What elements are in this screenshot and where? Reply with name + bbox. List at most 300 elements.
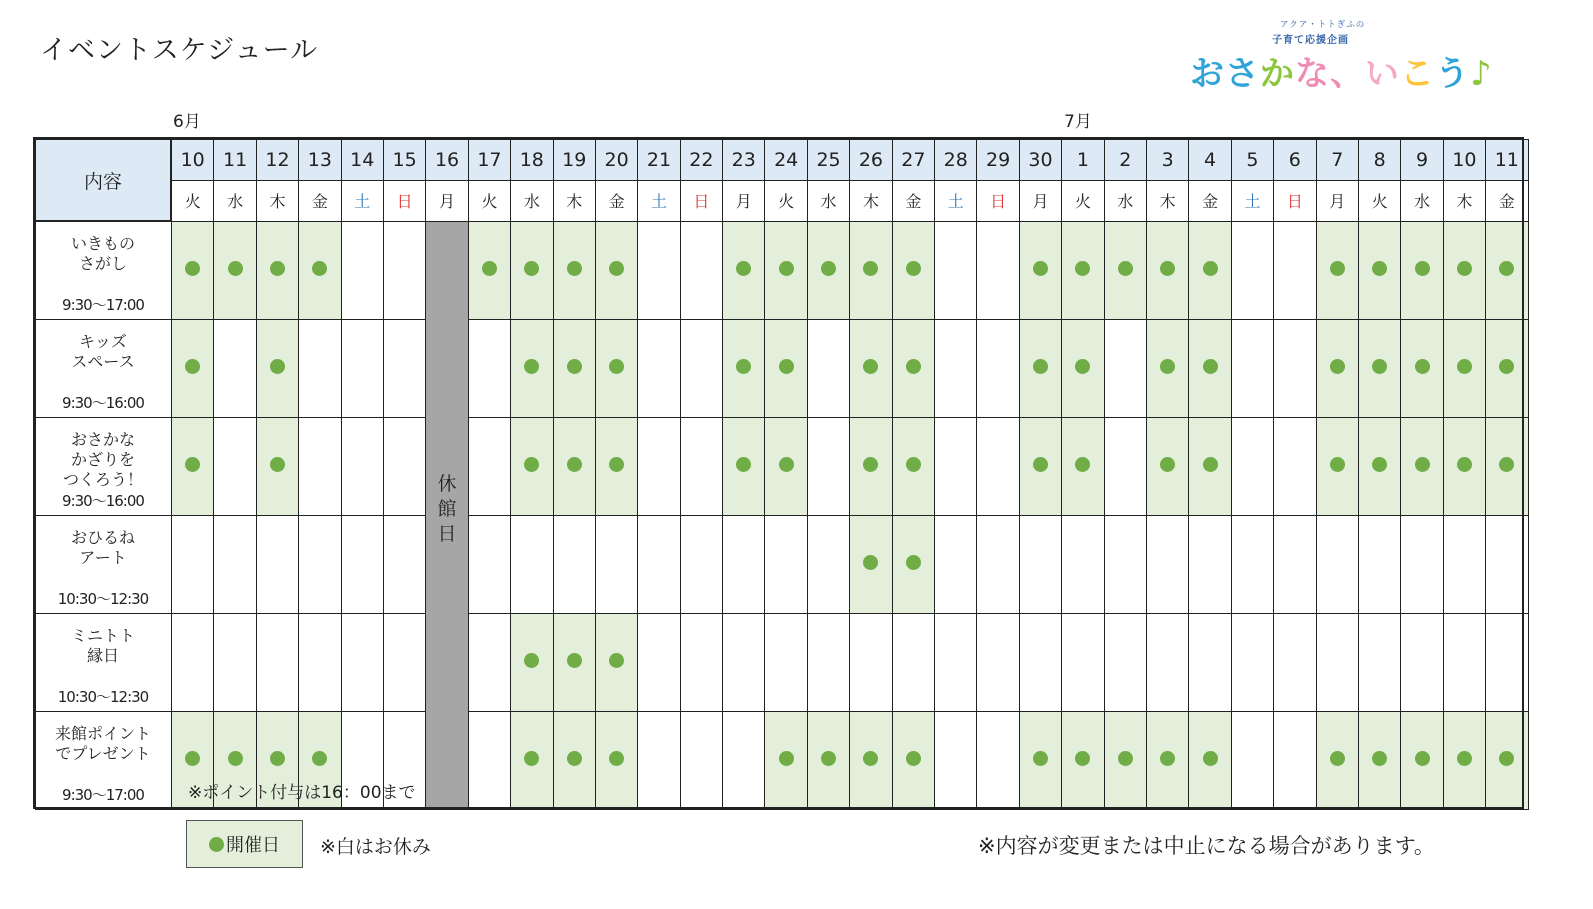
schedule-cell-rest [383,418,425,516]
schedule-cell-rest [468,320,510,418]
schedule-cell-open [1486,320,1528,418]
date-cell: 2 [1104,139,1146,180]
schedule-cell-open [1358,418,1400,516]
schedule-cell-open [595,221,637,320]
open-dot-icon [312,261,327,276]
open-dot-icon [821,751,836,766]
schedule-cell-open [595,614,637,712]
event-name-line: ミニトト [70,626,135,645]
schedule-cell-rest [935,712,977,810]
schedule-cell-open [1316,221,1358,320]
closed-day-char: 休 [437,473,457,495]
schedule-cell-open [892,320,934,418]
schedule-cell-open [1358,320,1400,418]
schedule-cell-open [1443,320,1485,418]
schedule-table [34,138,1529,810]
weekday-cell: 木 [850,180,892,221]
schedule-cell-open [1486,418,1528,516]
schedule-cell-open [256,221,298,320]
schedule-cell-open [807,221,849,320]
open-dot-icon [185,359,200,374]
date-cell: 5 [1231,139,1273,180]
weekday-cell: 火 [1062,180,1104,221]
weekday-cell: 水 [214,180,256,221]
date-cell: 22 [680,139,722,180]
event-time: 10:30～12:30 [57,590,149,608]
legend-label: 開催日 [226,835,280,856]
schedule-cell-rest [638,516,680,614]
schedule-cell-rest [1019,516,1061,614]
schedule-cell-open [214,221,256,320]
note-change: ※内容が変更または中止になる場合があります。 [978,834,1435,858]
open-dot-icon [185,261,200,276]
schedule-cell-open [1316,418,1358,516]
schedule-cell-open [850,320,892,418]
schedule-cell-open [1401,418,1443,516]
date-cell: 10 [171,139,214,180]
month-label-july: 7月 [1064,112,1092,132]
schedule-cell-open [1316,712,1358,810]
schedule-cell-rest [341,418,383,516]
open-dot-icon [228,261,243,276]
schedule-cell-rest [850,614,892,712]
schedule-cell-open [1062,320,1104,418]
schedule-cell-open [256,418,298,516]
schedule-cell-open [1062,221,1104,320]
date-cell: 29 [977,139,1019,180]
date-cell: 16 [426,139,468,180]
event-name [36,626,171,666]
event-row [35,614,1528,712]
open-dot-icon [524,751,539,766]
schedule-cell-rest [977,221,1019,320]
schedule-cell-rest [1189,516,1231,614]
schedule-cell-rest [935,418,977,516]
schedule-cell-open [1062,418,1104,516]
schedule-cell-open [723,418,765,516]
event-name-line: アート [79,548,127,567]
note-white-rest: ※白はお休み [320,836,431,858]
open-dot-icon [524,653,539,668]
schedule-cell-rest [680,516,722,614]
open-dot-icon [1203,457,1218,472]
schedule-cell-rest [935,516,977,614]
schedule-cell-open [595,712,637,810]
weekday-cell: 土 [341,180,383,221]
weekday-cell: 木 [553,180,595,221]
weekday-cell: 水 [1104,180,1146,221]
event-time: 9:30～16:00 [62,394,144,412]
schedule-cell-open [511,221,553,320]
event-name-line: おひるね [70,528,135,547]
schedule-cell-rest [299,516,341,614]
schedule-cell-rest [1062,516,1104,614]
schedule-cell-open [723,320,765,418]
open-dot-icon [482,261,497,276]
schedule-cell-open [595,418,637,516]
schedule-cell-open [511,614,553,712]
schedule-cell-open [1146,221,1188,320]
open-dot-icon [1372,457,1387,472]
weekday-cell: 月 [723,180,765,221]
open-dot-icon [1330,261,1345,276]
schedule-cell-open [1104,712,1146,810]
schedule-cell-rest [638,614,680,712]
weekday-cell: 日 [977,180,1019,221]
schedule-cell-rest [723,712,765,810]
open-dot-icon [1499,261,1514,276]
schedule-cell-rest [765,614,807,712]
weekday-cell: 水 [511,180,553,221]
schedule-cell-rest [256,516,298,614]
event-name-line: いきもの [70,234,135,253]
date-cell: 3 [1146,139,1188,180]
closed-day-char: 館 [437,498,457,520]
weekday-cell: 金 [892,180,934,221]
schedule-cell-open [723,221,765,320]
schedule-cell-rest [1358,516,1400,614]
schedule-cell-rest [1146,516,1188,614]
event-label-cell [35,221,171,320]
schedule-cell-rest [977,614,1019,712]
event-label-cell [35,614,171,712]
legend-dot-icon [209,837,224,852]
schedule-cell-rest [468,614,510,712]
event-time: 9:30～17:00 [62,786,144,804]
schedule-cell-open [468,221,510,320]
month-label-june: 6月 [173,112,201,132]
schedule-cell-open [511,320,553,418]
date-cell: 30 [1019,139,1061,180]
schedule-cell-open [1358,712,1400,810]
weekday-cell: 水 [1401,180,1443,221]
logo-char: ♪ [1470,54,1493,94]
date-cell: 21 [638,139,680,180]
open-dot-icon [185,457,200,472]
open-dot-icon [1203,261,1218,276]
logo-char: な [1295,54,1330,94]
open-dot-icon [1033,457,1048,472]
schedule-cell-open [553,614,595,712]
date-cell: 7 [1316,139,1358,180]
schedule-cell-open [1443,712,1485,810]
event-name [36,528,171,568]
schedule-cell-rest [1231,320,1273,418]
open-dot-icon [1330,751,1345,766]
date-cell: 26 [850,139,892,180]
date-cell: 11 [214,139,256,180]
schedule-cell-open [1019,221,1061,320]
schedule-cell-rest [935,614,977,712]
schedule-cell-rest [214,516,256,614]
open-dot-icon [524,359,539,374]
schedule-cell-rest [977,712,1019,810]
schedule-cell-rest [638,712,680,810]
weekday-cell: 土 [638,180,680,221]
open-dot-icon [863,457,878,472]
open-dot-icon [1160,359,1175,374]
schedule-cell-rest [171,614,214,712]
schedule-cell-rest [1146,614,1188,712]
schedule-cell-rest [299,418,341,516]
open-dot-icon [609,457,624,472]
logo-subtitle-1: アクア・トトぎふの [1280,20,1366,30]
schedule-cell-open [892,418,934,516]
schedule-cell-rest [723,516,765,614]
schedule-cell-open [892,712,934,810]
open-dot-icon [270,261,285,276]
weekday-cell: 金 [1486,180,1528,221]
event-name-line: つくろう！ [62,470,143,489]
schedule-cell-rest [468,712,510,810]
schedule-cell-open [1189,221,1231,320]
open-dot-icon [567,359,582,374]
open-dot-icon [1372,359,1387,374]
open-dot-icon [863,359,878,374]
schedule-cell-open [1146,712,1188,810]
schedule-cell-rest [977,320,1019,418]
open-dot-icon [1203,359,1218,374]
schedule-cell-rest [1443,516,1485,614]
open-dot-icon [779,261,794,276]
logo-char: 、 [1330,54,1365,94]
event-row [35,418,1528,516]
schedule-cell-rest [1189,614,1231,712]
event-row [35,221,1528,320]
event-name-line: キッズ [79,332,127,351]
schedule-cell-rest [807,516,849,614]
weekday-cell: 火 [468,180,510,221]
schedule-cell-rest [638,320,680,418]
weekday-cell: 木 [256,180,298,221]
schedule-cell-open [171,221,214,320]
date-cell: 24 [765,139,807,180]
schedule-cell-open [553,418,595,516]
open-dot-icon [1415,359,1430,374]
event-label-cell [35,320,171,418]
schedule-cell-rest [1316,614,1358,712]
schedule-cell-rest [638,221,680,320]
open-dot-icon [906,261,921,276]
open-dot-icon [567,457,582,472]
schedule-cell-rest [1358,614,1400,712]
open-dot-icon [779,457,794,472]
schedule-cell-rest [1443,614,1485,712]
open-dot-icon [1415,751,1430,766]
schedule-cell-rest [1062,614,1104,712]
open-dot-icon [1372,261,1387,276]
open-dot-icon [1499,457,1514,472]
open-dot-icon [821,261,836,276]
open-dot-icon [1330,457,1345,472]
schedule-cell-rest [341,320,383,418]
schedule-cell-rest [1486,614,1528,712]
schedule-cell-open [765,320,807,418]
open-dot-icon [609,653,624,668]
schedule-cell-open [1146,320,1188,418]
open-dot-icon [906,359,921,374]
weekday-cell: 木 [1443,180,1485,221]
schedule-cell-rest [1104,614,1146,712]
schedule-cell-rest [1274,516,1316,614]
open-dot-icon [1415,457,1430,472]
schedule-cell-rest [1274,221,1316,320]
open-dot-icon [906,751,921,766]
schedule-cell-rest [807,614,849,712]
open-dot-icon [1457,359,1472,374]
schedule-cell-rest [383,320,425,418]
open-dot-icon [1457,457,1472,472]
weekday-cell: 火 [171,180,214,221]
schedule-cell-open [1189,418,1231,516]
schedule-cell-open [511,418,553,516]
open-dot-icon [609,261,624,276]
schedule-cell-open [1189,320,1231,418]
open-dot-icon [1118,261,1133,276]
open-dot-icon [1075,359,1090,374]
schedule-cell-open [1486,712,1528,810]
open-dot-icon [567,653,582,668]
weekday-cell: 火 [765,180,807,221]
schedule-cell-rest [1274,712,1316,810]
schedule-cell-open [1062,712,1104,810]
date-cell: 6 [1274,139,1316,180]
open-dot-icon [906,555,921,570]
open-dot-icon [1160,261,1175,276]
logo-char: さ [1225,54,1260,94]
event-name [36,234,171,274]
page-title: イベントスケジュール [40,35,319,66]
schedule-cell-rest [214,418,256,516]
schedule-cell-rest [807,320,849,418]
date-cell: 28 [935,139,977,180]
schedule-cell-rest [680,712,722,810]
point-note: ※ポイント付与は16：00まで [188,783,416,803]
schedule-cell-open [1104,221,1146,320]
schedule-cell-rest [468,418,510,516]
open-dot-icon [609,359,624,374]
event-time: 9:30～17:00 [62,296,144,314]
schedule-cell-rest [1231,418,1273,516]
open-dot-icon [1075,457,1090,472]
event-name-line: でプレゼント [55,744,151,763]
event-name [36,332,171,372]
open-dot-icon [1033,261,1048,276]
weekday-cell: 水 [807,180,849,221]
open-dot-icon [779,751,794,766]
date-cell: 9 [1401,139,1443,180]
open-dot-icon [1203,751,1218,766]
open-dot-icon [906,457,921,472]
schedule-cell-rest [723,614,765,712]
open-dot-icon [736,261,751,276]
schedule-cell-rest [1231,614,1273,712]
schedule-cell-open [807,712,849,810]
date-cell: 1 [1062,139,1104,180]
open-dot-icon [1033,359,1048,374]
schedule-cell-open [256,320,298,418]
schedule-cell-rest [299,614,341,712]
schedule-cell-open [553,320,595,418]
schedule-cell-rest [468,516,510,614]
open-dot-icon [1160,751,1175,766]
schedule-cell-open [1443,221,1485,320]
open-dot-icon [1415,261,1430,276]
logo-main-text [1190,46,1493,95]
logo-char: か [1260,54,1295,94]
schedule-cell-rest [680,221,722,320]
schedule-cell-rest [341,516,383,614]
schedule-cell-rest [214,320,256,418]
open-dot-icon [863,751,878,766]
open-dot-icon [1160,457,1175,472]
weekday-cell: 木 [1146,180,1188,221]
date-cell: 15 [383,139,425,180]
open-dot-icon [524,457,539,472]
logo-subtitle-2: 子育て応援企画 [1272,35,1349,46]
event-time: 9:30～16:00 [62,492,144,510]
schedule-cell-rest [299,320,341,418]
schedule-cell-open [1486,221,1528,320]
schedule-cell-open [595,320,637,418]
schedule-cell-open [850,516,892,614]
open-dot-icon [567,261,582,276]
schedule-cell-open [171,320,214,418]
open-dot-icon [1457,261,1472,276]
schedule-cell-rest [977,418,1019,516]
schedule-cell-open [1146,418,1188,516]
open-dot-icon [1499,751,1514,766]
schedule-cell-open [1443,418,1485,516]
event-label-cell [35,712,171,810]
open-dot-icon [1075,751,1090,766]
date-cell: 20 [595,139,637,180]
schedule-cell-rest [171,516,214,614]
open-dot-icon [863,555,878,570]
date-cell: 27 [892,139,934,180]
schedule-cell-rest [765,516,807,614]
date-cell: 25 [807,139,849,180]
date-cell: 8 [1358,139,1400,180]
schedule-cell-rest [256,614,298,712]
schedule-cell-rest [680,418,722,516]
weekday-cell: 土 [935,180,977,221]
schedule-cell-rest [1231,221,1273,320]
date-cell: 23 [723,139,765,180]
weekday-cell: 月 [1019,180,1061,221]
schedule-cell-open [850,221,892,320]
open-dot-icon [1118,751,1133,766]
weekday-cell: 火 [1358,180,1400,221]
event-label-cell [35,516,171,614]
schedule-cell-rest [638,418,680,516]
event-time: 10:30～12:30 [57,688,149,706]
weekday-cell: 月 [1316,180,1358,221]
open-dot-icon [736,359,751,374]
schedule-cell-open [765,418,807,516]
schedule-cell-open [850,418,892,516]
open-dot-icon [779,359,794,374]
weekday-cell: 土 [1231,180,1273,221]
date-cell: 17 [468,139,510,180]
date-cell: 11 [1486,139,1528,180]
open-dot-icon [1033,751,1048,766]
schedule-cell-rest [680,614,722,712]
event-name-line: さがし [78,254,127,273]
date-cell: 13 [299,139,341,180]
event-name-line: かざりを [70,450,135,469]
open-dot-icon [524,261,539,276]
